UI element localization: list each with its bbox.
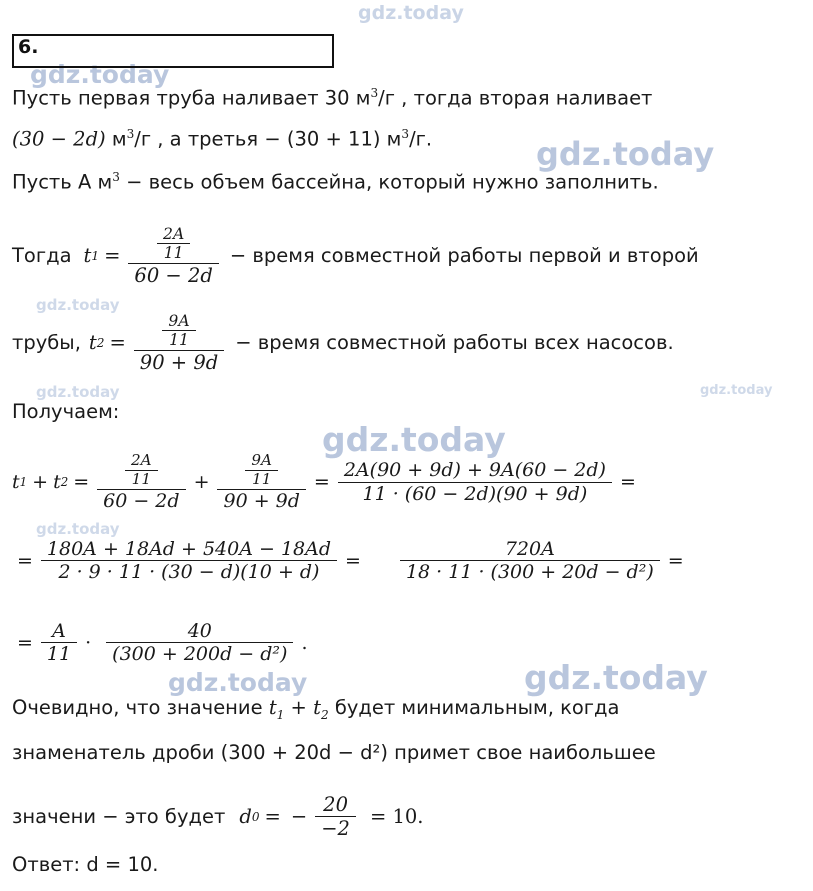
line7-t2-sub: 2 (60, 475, 69, 490)
line5-fraction (134, 312, 224, 374)
line3-exponent: 3 (112, 170, 120, 184)
line7-equals-1: = (73, 471, 90, 494)
line2-a: (30 − 2d) (12, 127, 106, 151)
line9-dot: · (85, 631, 92, 654)
line12-tail: = 10. (369, 805, 424, 828)
line7-fraction-1-denominator: 60 − 2d (97, 489, 185, 512)
line4-equals: = (104, 244, 121, 268)
line4-variable: t (83, 244, 92, 268)
line7-plus-2: + (193, 471, 210, 494)
line12-variable: d (239, 805, 252, 828)
solution-line-2 (12, 127, 432, 152)
line10-t2-sub: 2 (320, 707, 329, 722)
line7-fraction-1-numerator (97, 452, 185, 489)
line7-fraction-1 (97, 452, 185, 512)
line5-subscript: 2 (96, 335, 105, 350)
solution-line-9 (12, 620, 313, 666)
solution-line-11: знаменатель дроби (300 + 20d − d²) примет свое наибольшее (12, 741, 656, 764)
line5-inner-fraction (162, 312, 195, 350)
line8-fraction-1-denominator: 2 · 9 · 11 · (30 − d)(10 + d) (41, 560, 337, 583)
line10-t1: t (268, 696, 277, 719)
line9-fraction-1-numerator: A (52, 620, 66, 642)
line8-fraction-2 (400, 538, 660, 584)
line8-fraction-1 (41, 538, 337, 584)
line10-t2: t (313, 696, 321, 719)
solution-line-12 (12, 793, 429, 840)
watermark: gdz.today (524, 658, 708, 697)
line7-fraction-2-numerator (217, 452, 305, 489)
line12-minus: − (290, 805, 308, 828)
line7-fraction-2 (217, 452, 305, 512)
line9-fraction-2-numerator: 40 (187, 620, 212, 642)
watermark: gdz.today (36, 520, 120, 538)
line4-fraction-numerator (128, 225, 218, 263)
line8-equals-1: = (345, 549, 361, 572)
line8-equals-0: = (17, 549, 33, 572)
line3-post: − весь объем бассейна, который нужно заполнить. (119, 170, 659, 194)
line7-fraction-3-denominator: 11 · (60 − 2d)(90 + 9d) (338, 482, 612, 505)
solution-line-10 (12, 696, 620, 723)
line7-inner-1-num: 2A (131, 451, 152, 469)
line12-fraction-denominator: −2 (315, 816, 356, 840)
watermark: gdz.today (700, 383, 773, 398)
line5-tail: − время совместной работы всех насосов. (235, 331, 674, 355)
line10-pre: Очевидно, что значение (12, 696, 269, 719)
watermark: gdz.today (168, 668, 308, 697)
line5-equals: = (109, 331, 126, 355)
watermark: gdz.today (36, 296, 120, 314)
line7-inner-2-num: 9A (251, 451, 273, 469)
line2-exponent-1: 3 (126, 127, 135, 141)
line9-fraction-1 (41, 620, 77, 666)
line9-fraction-2 (106, 620, 293, 666)
line7-t2: t (53, 471, 61, 494)
solution-line-3 (12, 170, 659, 195)
line7-inner-fraction-1 (125, 452, 158, 489)
line4-tail: − время совместной работы первой и второй (229, 244, 699, 268)
line4-inner-denominator: 11 (157, 243, 190, 262)
line7-fraction-2-denominator: 90 + 9d (217, 489, 305, 512)
line5-fraction-denominator: 90 + 9d (134, 350, 224, 374)
watermark: gdz.today (30, 60, 170, 89)
line1-pre: Пусть первая труба наливает 30 м (12, 86, 371, 110)
line8-fraction-2-denominator: 18 · 11 · (300 + 20d − d²) (400, 560, 660, 583)
line7-inner-2-den: 11 (245, 470, 278, 489)
solution-line-4 (12, 225, 699, 287)
line1-post: /г , тогда вторая наливает (378, 86, 653, 110)
line4-subscript: 1 (91, 248, 100, 263)
solution-line-7 (12, 452, 641, 512)
line9-fraction-2-denominator: (300 + 200d − d²) (106, 642, 293, 665)
line2-exponent-2: 3 (401, 127, 410, 141)
line3-pre: Пусть A м (12, 170, 113, 194)
line12-fraction (315, 793, 356, 840)
line7-inner-fraction-2 (245, 452, 278, 489)
line2-b: м (105, 127, 127, 151)
line5-fraction-numerator (134, 312, 224, 350)
line7-fraction-3-numerator: 2A(90 + 9d) + 9A(60 − 2d) (343, 459, 606, 482)
watermark: gdz.today (358, 2, 464, 24)
line12-equals: = (264, 805, 281, 828)
watermark: gdz.today (536, 135, 715, 173)
line7-inner-1-den: 11 (125, 470, 158, 489)
line10-plus: + (284, 696, 314, 719)
line7-t1: t (12, 471, 20, 494)
line5-label: трубы, (12, 331, 81, 355)
line5-inner-denominator: 11 (162, 330, 195, 349)
solution-line-1 (12, 86, 652, 111)
line4-fraction-denominator: 60 − 2d (128, 263, 218, 287)
line9-equals: = (17, 631, 33, 654)
line12-subscript: 0 (251, 809, 260, 824)
line7-t1-sub: 1 (19, 475, 28, 490)
line10-post: будет минимальным, когда (328, 696, 620, 719)
solution-line-6: Получаем: (12, 400, 120, 423)
line10-t1-sub: 1 (276, 707, 285, 722)
watermark: gdz.today (322, 420, 506, 459)
line7-plus: + (32, 471, 49, 494)
line4-label: Тогда (12, 244, 72, 268)
line8-fraction-2-numerator: 720A (504, 538, 555, 560)
problem-number: 6. (18, 36, 39, 58)
line1-exponent: 3 (370, 86, 379, 100)
watermark: gdz.today (36, 383, 120, 401)
line9-tail: . (301, 631, 308, 654)
problem-number-box (12, 34, 334, 68)
line8-equals-2: = (667, 549, 684, 572)
line4-inner-numerator: 2A (163, 225, 185, 243)
solution-line-8 (12, 538, 689, 584)
answer-line: Ответ: d = 10. (12, 853, 159, 876)
line4-inner-fraction (157, 225, 190, 263)
line2-c: /г , а третья − (30 + 11) м (134, 127, 402, 151)
line5-variable: t (88, 331, 97, 355)
line7-fraction-3 (338, 459, 612, 505)
line5-inner-numerator: 9A (168, 312, 190, 330)
line12-fraction-numerator: 20 (323, 793, 348, 816)
line12-label: значени − это будет (12, 805, 226, 828)
line9-fraction-1-denominator: 11 (41, 642, 77, 665)
solution-line-5 (12, 312, 674, 374)
line7-equals-3: = (619, 471, 636, 494)
line8-fraction-1-numerator: 180A + 18Ad + 540A − 18Ad (46, 538, 332, 560)
line2-d: /г. (409, 127, 433, 151)
line4-fraction (128, 225, 218, 287)
line7-equals-2: = (313, 471, 330, 494)
